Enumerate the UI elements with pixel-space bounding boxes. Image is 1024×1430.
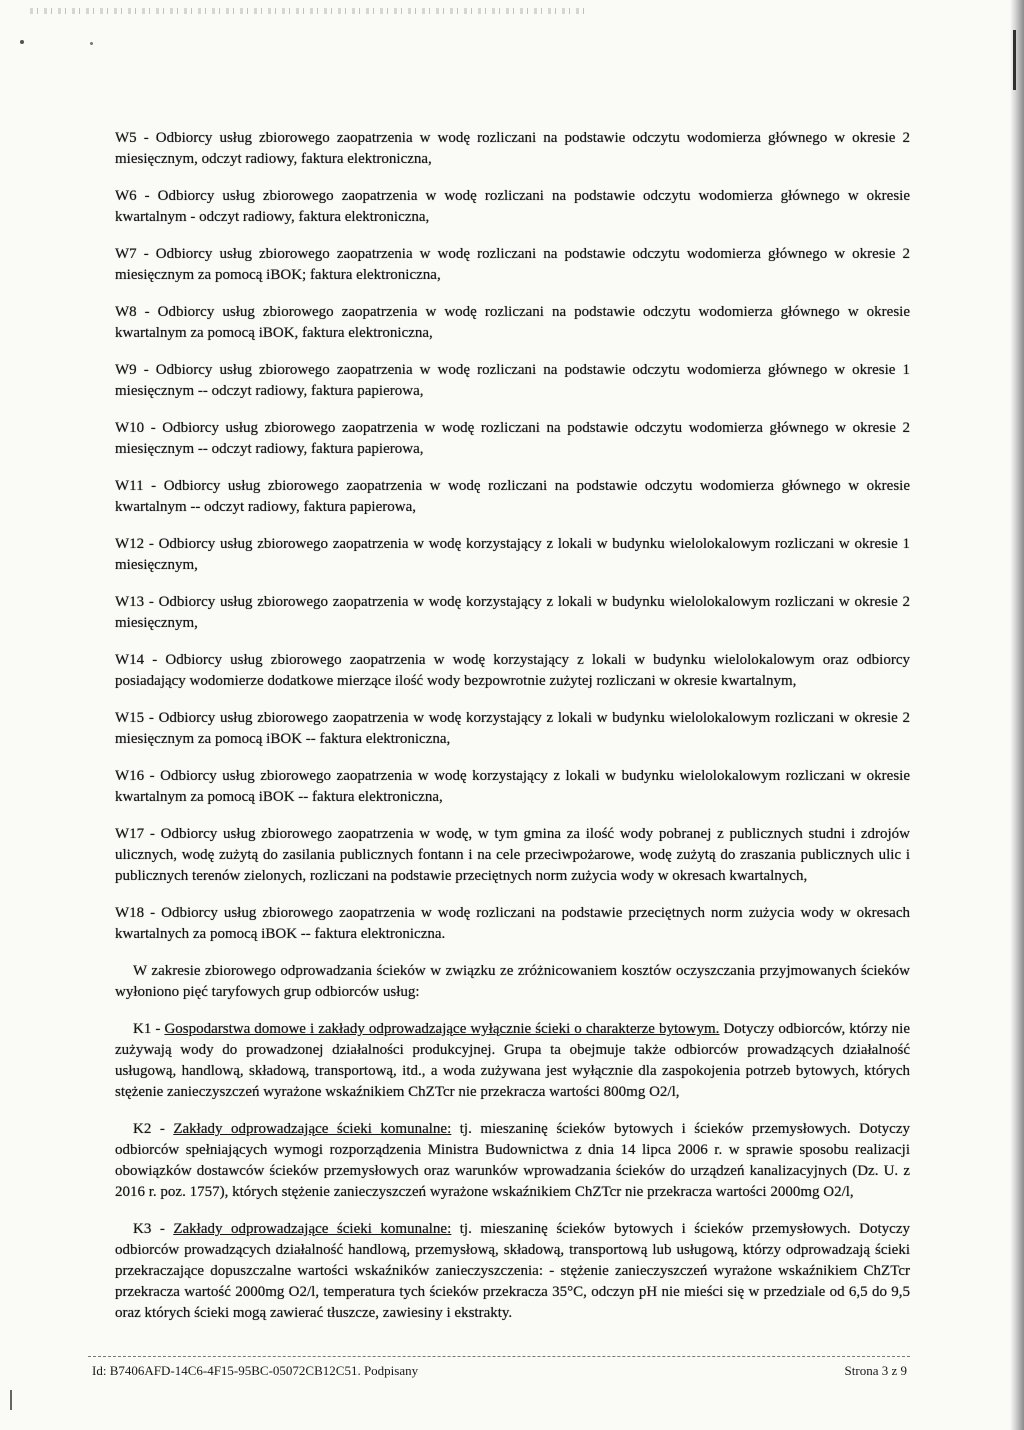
scan-speck (90, 42, 93, 45)
document-body (115, 128, 910, 1340)
tariff-group-w7: W7 - Odbiorcy usług zbiorowego zaopatrzenia w wodę rozliczani na podstawie odczytu wodomierza głównego w okresie 2 miesięcznym za pomocą iBOK; faktura elektroniczna, (115, 246, 910, 283)
k2-label: K2 (133, 1121, 152, 1137)
page-footer (92, 1363, 907, 1379)
tariff-group-w17: W17 - Odbiorcy usług zbiorowego zaopatrzenia w wodę, w tym gmina za ilość wody pobranej z publicznych studni i zdrojów ulicznych, wodę zużytą do zasilania publicznych fontann i na cele przeciwpożarowe, wodę zużytą do zraszania publicznych ulic i publicznych terenów zielonych, rozliczani na podstawie przeciętnych norm zużycia wody w okresach kwartalnych, (115, 826, 910, 884)
footer-divider (88, 1356, 910, 1357)
scan-speck (20, 40, 24, 44)
scan-noise (30, 8, 590, 14)
tariff-group-w11: W11 - Odbiorcy usług zbiorowego zaopatrzenia w wodę rozliczani na podstawie odczytu wodomierza głównego w okresie kwartalnym -- odczyt radiowy, faktura papierowa, (115, 478, 910, 515)
page-number: Strona 3 z 9 (844, 1363, 907, 1378)
sewage-intro: W zakresie zbiorowego odprowadzania ścieków w związku ze zróżnicowaniem kosztów oczyszczania przyjmowanych ścieków wyłoniono pięć taryfowych grup odbiorców usług: (115, 963, 910, 1000)
k3-body: tj. mieszaninę ścieków bytowych i ścieków przemysłowych. Dotyczy odbiorców prowadzących działalność handlową, przemysłową, składową, transportową lub usługową, którzy odprowadzają ścieki przekraczające dopuszczalne wartości wskaźników zanieczyszczenia: - stężenie zanieczyszczeń wyrażone wskaźnikiem ChZTcr przekracza wartość 2000mg O2/l, temperatura tych ścieków przekracza 35°C, odczyn pH nie mieści się w przedziale od 6,5 do 9,5 oraz których ścieki mogą zawierać tłuszcze, zawiesiny i ekstrakty. (115, 1221, 910, 1321)
tariff-group-w16: W16 - Odbiorcy usług zbiorowego zaopatrzenia w wodę korzystający z lokali w budynku wielolokalowym rozliczani w okresie kwartalnym za pomocą iBOK -- faktura elektroniczna, (115, 768, 910, 805)
tariff-group-w13: W13 - Odbiorcy usług zbiorowego zaopatrzenia w wodę korzystający z lokali w budynku wielolokalowym rozliczani w okresie 2 miesięcznym, (115, 594, 910, 631)
tariff-group-w12: W12 - Odbiorcy usług zbiorowego zaopatrzenia w wodę korzystający z lokali w budynku wielolokalowym rozliczani w okresie 1 miesięcznym, (115, 536, 910, 573)
document-id: Id: B7406AFD-14C6-4F15-95BC-05072CB12C51. Podpisany (92, 1363, 419, 1378)
k3-label: K3 (133, 1221, 152, 1237)
page-edge-mark (10, 1390, 12, 1410)
tariff-group-w6: W6 - Odbiorcy usług zbiorowego zaopatrzenia w wodę rozliczani na podstawie odczytu wodomierza głównego w okresie kwartalnym - odczyt radiowy, faktura elektroniczna, (115, 188, 910, 225)
k1-label: K1 (133, 1021, 152, 1037)
tariff-group-w10: W10 - Odbiorcy usług zbiorowego zaopatrzenia w wodę rozliczani na podstawie odczytu wodomierza głównego w okresie 2 miesięcznym -- odczyt radiowy, faktura papierowa, (115, 420, 910, 457)
tariff-group-w5: W5 - Odbiorcy usług zbiorowego zaopatrzenia w wodę rozliczani na podstawie odczytu wodomierza głównego w okresie 2 miesięcznym, odczyt radiowy, faktura elektroniczna, (115, 130, 910, 167)
k1-body: Dotyczy odbiorców, którzy nie zużywają wody do prowadzonej działalności produkcyjnej. Grupa ta obejmuje także odbiorców prowadzących działalność usługową, handlową, składową, transportową, itd., a woda zużywana jest wyłącznie dla zaspokojenia potrzeb bytowych, których stężenie zanieczyszczeń wyrażone wskaźnikiem ChZTcr nie przekracza wartości 800mg O2/l, (115, 1021, 911, 1100)
tariff-group-k2: K2 - Zakłady odprowadzające ścieki komunalne: tj. mieszaninę ścieków bytowych i ścieków przemysłowych. Dotyczy odbiorców spełniających wymogi rozporządzenia Ministra Budownictwa z dnia 14 lipca 2006 r. w sprawie sposobu realizacji obowiązków dostawców ścieków przemysłowych oraz warunków wprowadzania ścieków do urządzeń kanalizacyjnych (Dz. U. z 2016 r. poz. 1757), których stężenie zanieczyszczeń wyrażone wskaźnikiem ChZTcr nie przekracza wartości 2000mg O2/l, (115, 1121, 910, 1200)
k2-heading: Zakłady odprowadzające ścieki komunalne: (173, 1121, 452, 1137)
tariff-group-w15: W15 - Odbiorcy usług zbiorowego zaopatrzenia w wodę korzystający z lokali w budynku wielolokalowym rozliczani w okresie 2 miesięcznym za pomocą iBOK -- faktura elektroniczna, (115, 710, 910, 747)
tariff-group-w14: W14 - Odbiorcy usług zbiorowego zaopatrzenia w wodę korzystający z lokali w budynku wielolokalowym oraz odbiorcy posiadający wodomierze dodatkowe mierzące ilość wody bezpowrotnie zużytej rozliczani w okresie kwartalnym, (115, 652, 910, 689)
page-edge-shadow (1010, 0, 1024, 1430)
tariff-group-w9: W9 - Odbiorcy usług zbiorowego zaopatrzenia w wodę rozliczani na podstawie odczytu wodomierza głównego w okresie 1 miesięcznym -- odczyt radiowy, faktura papierowa, (115, 362, 910, 399)
k2-body: tj. mieszaninę ścieków bytowych i ścieków przemysłowych. Dotyczy odbiorców spełniających wymogi rozporządzenia Ministra Budownictwa z dnia 14 lipca 2006 r. w sprawie sposobu realizacji obowiązków dostawców ścieków przemysłowych oraz warunków wprowadzania ścieków do urządzeń kanalizacyjnych (Dz. U. z 2016 r. poz. 1757), których stężenie zanieczyszczeń wyrażone wskaźnikiem ChZTcr nie przekracza wartości 2000mg O2/l, (115, 1121, 910, 1200)
page-edge-mark (1013, 30, 1016, 90)
tariff-group-k1: K1 - Gospodarstwa domowe i zakłady odprowadzające wyłącznie ścieki o charakterze bytowym. Dotyczy odbiorców, którzy nie zużywają wody do prowadzonej działalności produkcyjnej. Grupa ta obejmuje także odbiorców prowadzących działalność usługową, handlową, składową, transportową, itd., a woda zużywana jest wyłącznie dla zaspokojenia potrzeb bytowych, których stężenie zanieczyszczeń wyrażone wskaźnikiem ChZTcr nie przekracza wartości 800mg O2/l, (115, 1021, 911, 1100)
k1-heading: Gospodarstwa domowe i zakłady odprowadzające wyłącznie ścieki o charakterze bytowym. (164, 1021, 720, 1037)
tariff-group-w18: W18 - Odbiorcy usług zbiorowego zaopatrzenia w wodę rozliczani na podstawie przeciętnych norm zużycia wody w okresach kwartalnych za pomocą iBOK -- faktura elektroniczna. (115, 905, 910, 942)
tariff-group-w8: W8 - Odbiorcy usług zbiorowego zaopatrzenia w wodę rozliczani na podstawie odczytu wodomierza głównego w okresie kwartalnym za pomocą iBOK, faktura elektroniczna, (115, 304, 910, 341)
k3-heading: Zakłady odprowadzające ścieki komunalne: (173, 1221, 452, 1237)
tariff-group-k3: K3 - Zakłady odprowadzające ścieki komunalne: tj. mieszaninę ścieków bytowych i ścieków przemysłowych. Dotyczy odbiorców prowadzących działalność handlową, przemysłową, składową, transportową lub usługową, którzy odprowadzają ścieki przekraczające dopuszczalne wartości wskaźników zanieczyszczenia: - stężenie zanieczyszczeń wyrażone wskaźnikiem ChZTcr przekracza wartość 2000mg O2/l, temperatura tych ścieków przekracza 35°C, odczyn pH nie mieści się w przedziale od 6,5 do 9,5 oraz których ścieki mogą zawierać tłuszcze, zawiesiny i ekstrakty. (115, 1221, 910, 1321)
